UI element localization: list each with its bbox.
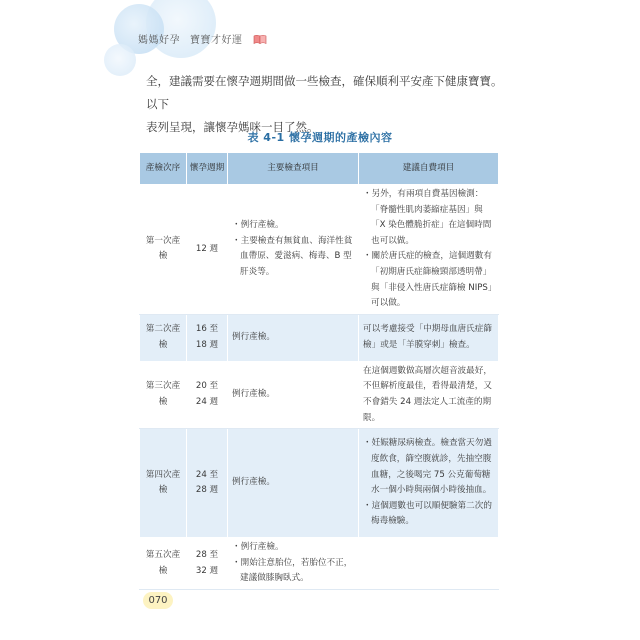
list-item: ・例行產檢。 xyxy=(232,220,284,231)
table-title: 表 4-1 懷孕週期的產檢內容 xyxy=(247,131,393,144)
cell-week: 20 至 24 週 xyxy=(187,361,228,428)
column-header-order: 產檢次序 xyxy=(140,153,187,185)
cell-week: 16 至 18 週 xyxy=(187,314,228,361)
cell-self xyxy=(359,361,499,428)
list-item: ・例行產檢。 xyxy=(232,542,284,553)
list-item: ・妊娠糖尿病檢查。檢查當天勿過度飲食，篩空腹就診，先抽空腹血糖，之後喝完 75 公克葡萄糖水一個小時與兩個小時後抽血。 xyxy=(363,438,492,496)
bubble xyxy=(104,44,136,76)
body-line: 全，建議需要在懷孕週期間做一些檢查，確保順利平安產下健康寶寶。以下 xyxy=(146,74,503,111)
cell-order: 第一次產檢 xyxy=(140,185,187,315)
cell-main xyxy=(228,361,359,428)
table-row xyxy=(140,361,499,428)
table-row xyxy=(140,538,499,590)
cell-order: 第五次產檢 xyxy=(140,538,187,590)
list-item: ・關於唐氏症的檢查，這個週數有「初期唐氏症篩檢頸部透明帶」與「非侵入性唐氏症篩檢 NIPS」可以做。 xyxy=(363,251,493,309)
header-title-left: 媽媽好孕 xyxy=(138,35,180,46)
list-item: ・這個週數也可以順便驗第二次的梅毒檢驗。 xyxy=(363,500,492,527)
cell-order: 第四次產檢 xyxy=(140,429,187,538)
cell-week: 24 至 28 週 xyxy=(187,429,228,538)
column-header-self: 建議自費項目 xyxy=(359,153,499,185)
cell-week: 28 至 32 週 xyxy=(187,538,228,590)
prenatal-checkup-table xyxy=(139,152,499,590)
list-item: ・主要檢查有無貧血、海洋性貧血帶原、愛滋病、梅毒、B 型肝炎等。 xyxy=(232,235,353,277)
cell-main xyxy=(228,429,359,538)
page-number: 070 xyxy=(143,592,173,609)
table-row xyxy=(140,314,499,361)
cell-main xyxy=(228,538,359,590)
cell-main xyxy=(228,314,359,361)
list-item: ・開始注意胎位，若胎位不正，建議做膝胸臥式。 xyxy=(232,557,353,584)
table-row xyxy=(140,429,499,538)
cell-self xyxy=(359,185,499,315)
table-row xyxy=(140,185,499,315)
list-item: 在這個週數做高層次超音波最好，不但解析度最佳，看得最清楚，又不會錯失 24 週法定人工流產的期限。 xyxy=(363,365,492,423)
list-item: 例行產檢。 xyxy=(232,331,275,342)
cell-self xyxy=(359,429,499,538)
table-header-row xyxy=(140,153,499,185)
column-header-main: 主要檢查項目 xyxy=(228,153,359,185)
list-item: 例行產檢。 xyxy=(232,477,275,488)
open-book-icon xyxy=(253,34,267,44)
list-item: ・另外，有兩項自費基因檢測：「脊髓性肌肉萎縮症基因」與「X 染色體脆折症」在這個時間也可以做。 xyxy=(363,189,492,246)
cell-self xyxy=(359,314,499,361)
cell-week: 12 週 xyxy=(187,185,228,315)
cell-self xyxy=(359,538,499,590)
running-header xyxy=(138,31,267,46)
body-line: 表列呈現，讓懷孕媽咪一目了然。 xyxy=(146,120,319,134)
header-title-right: 寶寶才好運 xyxy=(190,35,243,46)
list-item: 可以考慮接受「中期母血唐氏症篩檢」或是「羊膜穿刺」檢查。 xyxy=(363,324,492,350)
column-header-week: 懷孕週期 xyxy=(187,153,228,185)
list-item: 例行產檢。 xyxy=(232,389,275,400)
cell-order: 第二次產檢 xyxy=(140,314,187,361)
cell-main xyxy=(228,185,359,315)
cell-order: 第三次產檢 xyxy=(140,361,187,428)
